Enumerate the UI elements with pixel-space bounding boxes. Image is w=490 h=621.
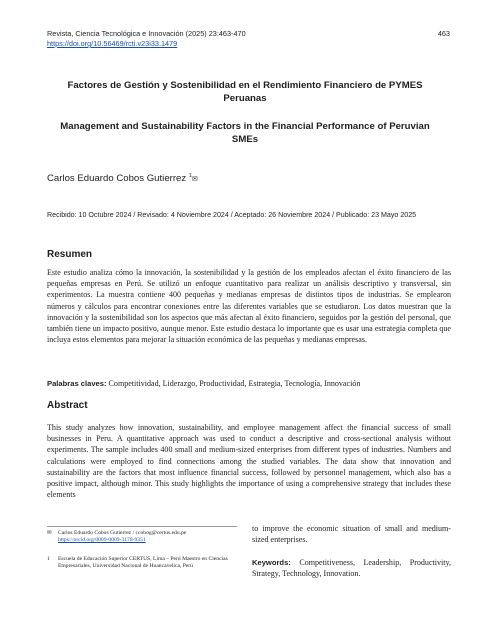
orcid-link[interactable]: https://orcid.org/0009-0009-3178-9351: [58, 537, 146, 544]
keywords-spanish: [47, 378, 451, 389]
publication-dates: Recibido: 10 Octubre 2024 / Revisado: 4 Noviembre 2024 / Aceptado: 26 Noviembre 2024 / Publicado: 23 Mayo 2025: [47, 211, 417, 219]
page-number: 463: [437, 29, 450, 38]
abstract-text-continued: to improve the economic situation of small and medium-sized enterprises.: [252, 524, 451, 545]
envelope-icon: ✉: [47, 530, 52, 536]
footnote-affiliation: [47, 556, 247, 571]
doi-link[interactable]: https://doi.org/10.56469/rcti.v23i33.1479: [47, 39, 178, 48]
affiliation-mark: 1: [188, 173, 192, 179]
contact-text: Carlos Eduardo Cobos Gutierrez / ccobog@certus.edu.pe: [58, 530, 187, 536]
abstract-text: This study analyzes how innovation, sustainability, and employee management affect the financial success of small businesses in Peru. A quantitative approach was used to conduct a descriptive and cross-sectional analysis without experiments. The sample includes 400 small and medium-sized enterprises from different types of industries. Numbers and calculations were employed to find connections among the studied variables. The data show that innovation and sustainability are the factors that most influence financial success, followed by personnel management, which also has a positive impact, although minor. This study highlights the importance of using a comprehensive strategy that includes these elements: [47, 423, 451, 500]
footnote-contact: [47, 530, 247, 545]
keywords-english-label: Keywords:: [252, 558, 291, 567]
author-name: Carlos Eduardo Cobos Gutierrez: [47, 173, 187, 185]
title-spanish: Factores de Gestión y Sostenibilidad en el Rendimiento Financiero de PYMES Peruanas: [67, 80, 423, 104]
title-english: Management and Sustainability Factors in the Financial Performance of Peruvian SMEs: [60, 121, 430, 145]
keywords-spanish-label: Palabras claves:: [47, 379, 107, 388]
author-line: [47, 173, 198, 184]
keywords-spanish-list: Competitividad, Liderazgo, Productividad, Estrategia, Tecnología, Innovación: [108, 379, 361, 388]
footnote-affiliation-text: Escuela de Educación Superior CERTUS, Lima – Perú Maestro en Ciencias Empresariales, Universidad Nacional de Huancavelica, Perú: [58, 556, 228, 570]
keywords-english-list: Competitiveness, Leadership, Productivity, Strategy, Technology, Innovation.: [252, 558, 451, 579]
footnote-number: 1: [47, 556, 50, 562]
resumen-heading: Resumen: [47, 249, 93, 260]
resumen-text: Este estudio analiza cómo la innovación, la sostenibilidad y la gestión de los empleados afectan el éxito financiero de las pequeñas empresas en Perú. Se utilizó un enfoque cuantitativo para realizar un análisis descriptivo y transversal, sin experimentos. La muestra contiene 400 pequeñas y medianas empresas de distintos tipos de industrias. Se emplearon números y cálculos para encontrar conexiones entre las diferentes variables que se estudiaron. Los datos muestran que la innovación y la sostenibilidad son los aspectos que más afectan al éxito financiero, seguidos por la gestión del personal, que también tiene un impacto positivo, aunque menor. Este estudio destaca lo importante que es usar una estrategia completa que incluya estos elementos para mejorar la situación económica de las pequeñas y medianas empresas.: [47, 268, 451, 345]
footnote-divider: [47, 526, 237, 527]
keywords-english: [252, 557, 451, 579]
abstract-heading: Abstract: [47, 400, 88, 411]
envelope-icon[interactable]: ✉: [191, 176, 198, 184]
running-head: [47, 29, 246, 49]
journal-citation: Revista, Ciencia Tecnológica e Innovación (2025) 23:463-470: [47, 29, 246, 38]
